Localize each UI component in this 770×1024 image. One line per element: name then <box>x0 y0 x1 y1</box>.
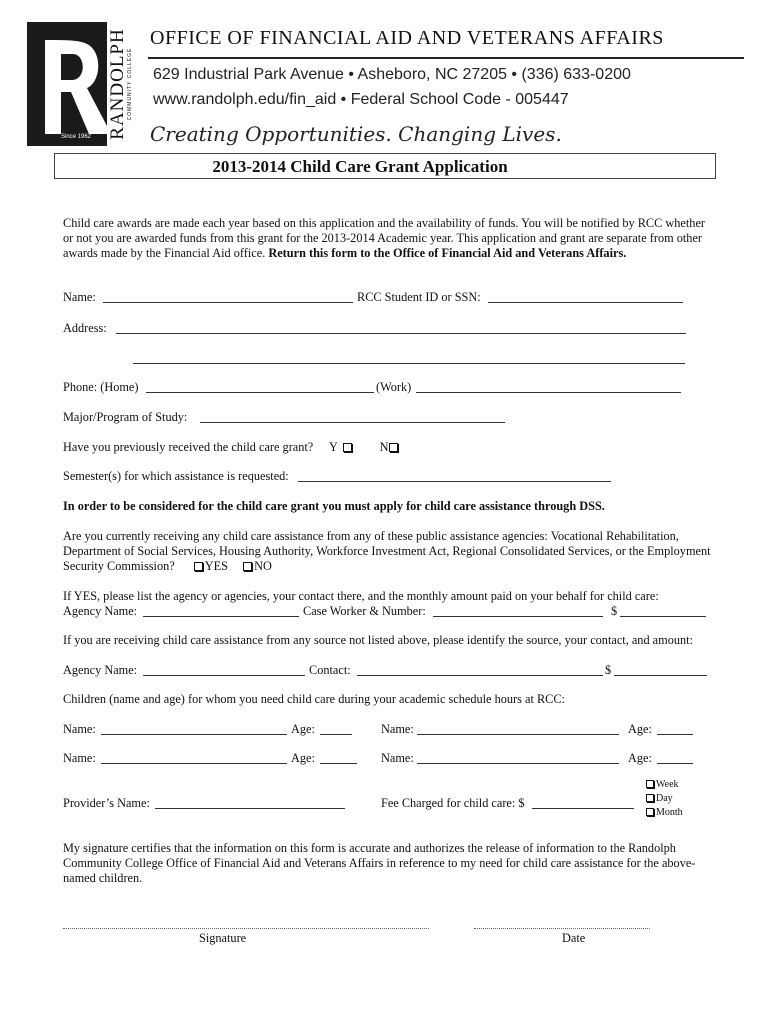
form-title: 2013-2014 Child Care Grant Application <box>212 157 508 176</box>
child-1-name-label: Name: <box>63 722 96 736</box>
public-assist-no-label: NO <box>254 559 272 573</box>
phone-home-input[interactable] <box>146 392 374 393</box>
dss-notice: In order to be considered for the child care grant you must apply for child care assistance through DSS. <box>63 499 605 513</box>
child-1-name-input[interactable] <box>101 734 287 735</box>
logo-since: Since 1962 <box>61 134 92 140</box>
child-2-age-input[interactable] <box>657 734 693 735</box>
child-2-name-input[interactable] <box>417 734 619 735</box>
semesters-input[interactable] <box>298 481 611 482</box>
form-title-box <box>54 153 716 179</box>
contact-label: Contact: <box>309 663 351 677</box>
student-id-label: RCC Student ID or SSN: <box>357 290 481 304</box>
logo-vertical-name: RANDOLPH COMMUNITY COLLEGE <box>107 28 133 140</box>
major-label: Major/Program of Study: <box>63 410 188 424</box>
signature-certification: My signature certifies that the information on this form is accurate and authorizes the release of information to the Randolph Community College Office of Financial Aid and Veterans Affairs in reference to my need for child care assistance for the above-named children. <box>63 841 696 885</box>
phone-work-input[interactable] <box>416 392 681 393</box>
child-4-age-input[interactable] <box>657 763 693 764</box>
student-id-input[interactable] <box>488 302 683 303</box>
child-2-age-label: Age: <box>628 722 652 736</box>
child-2-name-label: Name: <box>381 722 414 736</box>
address-label: Address: <box>63 321 107 335</box>
children-instructions: Children (name and age) for whom you need child care during your academic schedule hours at RCC: <box>63 692 565 706</box>
office-title: OFFICE OF FINANCIAL AID AND VETERANS AFFAIRS <box>150 27 664 49</box>
caseworker-input[interactable] <box>433 616 603 617</box>
phone-home-label: Phone: (Home) <box>63 380 139 394</box>
other-amount-input[interactable] <box>614 675 707 676</box>
public-assistance-question: Are you currently receiving any child care assistance from any of these public assistance agencies: Vocational Rehabilitation, Department of Social Services, Housing Authority, Workforce Investment Act, Regional Consolidated Services, or the Employment Security Commission? YES NO <box>63 529 711 573</box>
fee-period-options <box>644 778 683 820</box>
prev-grant-yes-checkbox[interactable] <box>343 443 352 452</box>
if-yes-dollar-label: $ <box>611 604 618 618</box>
day-checkbox[interactable] <box>646 794 654 802</box>
name-label: Name: <box>63 290 96 304</box>
office-web: www.randolph.edu/fin_aid • Federal School Code - 005447 <box>153 91 569 108</box>
if-yes-amount-input[interactable] <box>620 616 706 617</box>
header-rule <box>148 57 744 59</box>
child-4-name-label: Name: <box>381 751 414 765</box>
public-assist-yes-label: YES <box>204 559 229 573</box>
phone-work-label: (Work) <box>376 380 412 394</box>
fee-label: Fee Charged for child care: $ <box>381 796 525 810</box>
semesters-label: Semester(s) for which assistance is requested: <box>63 469 289 483</box>
address-input-1[interactable] <box>116 333 686 334</box>
child-3-age-input[interactable] <box>320 763 357 764</box>
contact-input[interactable] <box>357 675 603 676</box>
date-input[interactable] <box>474 928 650 929</box>
fee-input[interactable] <box>532 808 634 809</box>
week-checkbox[interactable] <box>646 780 654 788</box>
other-source-instructions: If you are receiving child care assistance from any source not listed above, please identify the source, your contact, and amount: <box>63 633 693 647</box>
prev-grant-y-label: Y <box>328 440 338 454</box>
if-yes-agency-input[interactable] <box>143 616 299 617</box>
child-3-age-label: Age: <box>291 751 315 765</box>
signature-label: Signature <box>199 931 247 945</box>
month-checkbox[interactable] <box>646 808 654 816</box>
fee-period-month: Month <box>644 806 683 820</box>
public-assist-yes-checkbox[interactable] <box>194 562 203 571</box>
child-3-name-label: Name: <box>63 751 96 765</box>
child-4-age-label: Age: <box>628 751 652 765</box>
child-4-name-input[interactable] <box>417 763 619 764</box>
slogan: Creating Opportunities. Changing Lives. <box>150 122 562 146</box>
address-input-2[interactable] <box>133 363 685 364</box>
name-input[interactable] <box>103 302 353 303</box>
major-input[interactable] <box>200 422 505 423</box>
other-agency-input[interactable] <box>143 675 305 676</box>
prev-grant-question: Have you previously received the child care grant? <box>63 440 314 454</box>
child-1-age-input[interactable] <box>320 734 352 735</box>
caseworker-label: Case Worker & Number: <box>303 604 426 618</box>
child-3-name-input[interactable] <box>101 763 287 764</box>
fee-period-week: Week <box>644 778 683 792</box>
college-logo <box>27 22 135 146</box>
other-dollar-label: $ <box>605 663 612 677</box>
signature-input[interactable] <box>63 928 429 929</box>
date-label: Date <box>562 931 586 945</box>
if-yes-instructions: If YES, please list the agency or agencies, your contact there, and the monthly amount paid on your behalf for child care: <box>63 589 659 603</box>
public-assist-no-checkbox[interactable] <box>243 562 252 571</box>
other-agency-label: Agency Name: <box>63 663 138 677</box>
if-yes-agency-label: Agency Name: <box>63 604 138 618</box>
prev-grant-n-label: N <box>379 440 389 454</box>
provider-name-input[interactable] <box>155 808 345 809</box>
child-1-age-label: Age: <box>291 722 315 736</box>
office-address: 629 Industrial Park Avenue • Asheboro, NC 27205 • (336) 633-0200 <box>153 66 631 83</box>
intro-paragraph: Child care awards are made each year based on this application and the availability of funds. You will be notified by RCC whether or not you are awarded funds from this grant for the 2013-2014 Academic year. This application and grant are separate from other awards made by the Financial Aid office. Return this form to the Office of Financial Aid and Veterans Affairs. <box>63 216 705 260</box>
provider-name-label: Provider’s Name: <box>63 796 150 810</box>
prev-grant-no-checkbox[interactable] <box>389 443 398 452</box>
fee-period-day: Day <box>644 792 683 806</box>
prev-grant-row <box>63 440 400 455</box>
